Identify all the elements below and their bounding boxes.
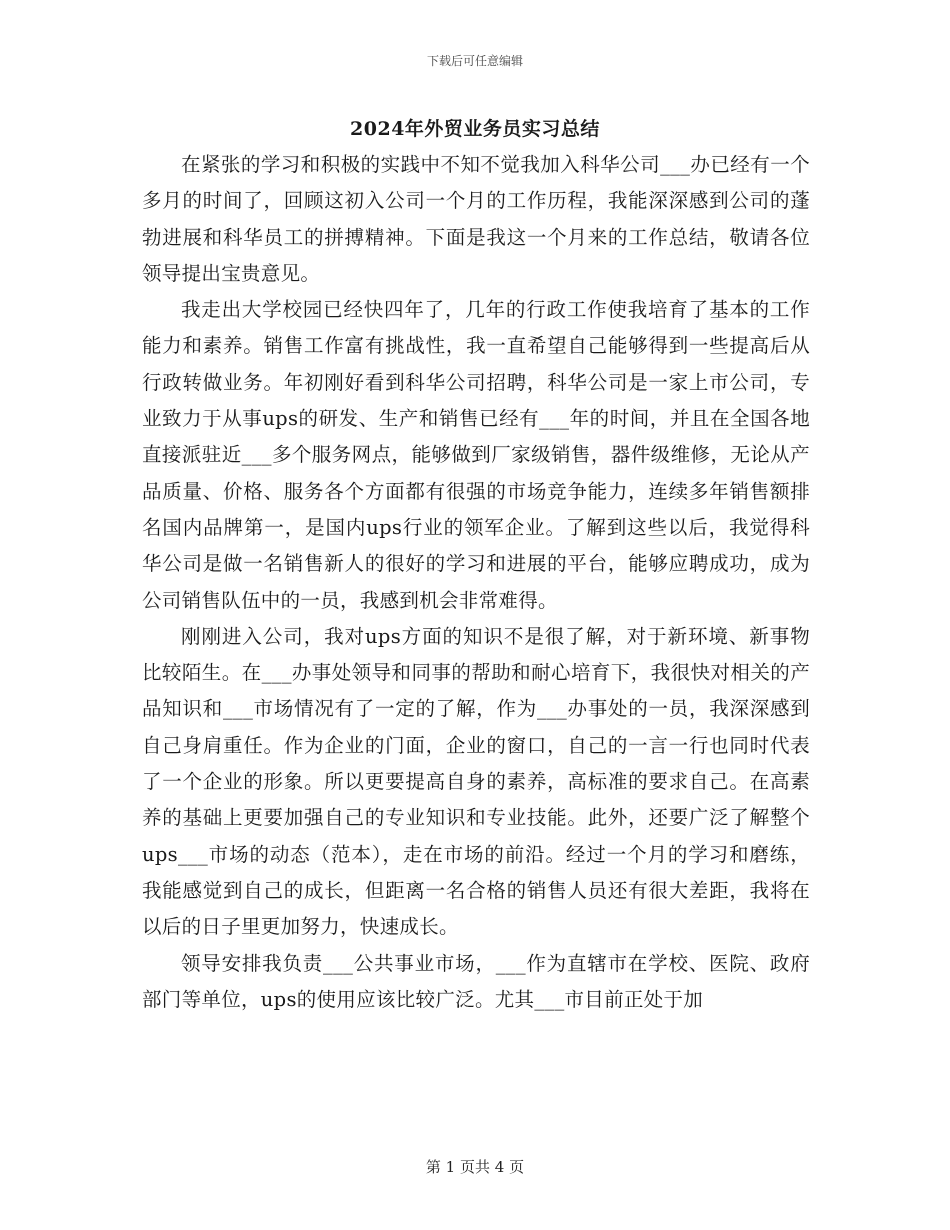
header-note: 下载后可任意编辑 — [426, 54, 523, 68]
page-number: 第 1 页共 4 页 — [425, 1158, 525, 1176]
paragraph-background: 我走出大学校园已经快四年了，几年的行政工作使我培育了基本的工作能力和素养。销售工作富有挑战性，我一直希望自己能够得到一些提高后从行政转做业务。年初刚好看到科华公司招聘，科华公司是一家上市公司，专业致力于从事ups的研发、生产和销售已经有___年的时间，并且在全国各地直接派驻近___多个服务网点，能够做到厂家级销售，器件级维修，无论从产品质量、价格、服务各个方面都有很强的市场竞争能力，连续多年销售额排名国内品牌第一，是国内ups行业的领军企业。了解到这些以后，我觉得科华公司是做一名销售新人的很好的学习和进展的平台，能够应聘成功，成为公司销售队伍中的一员，我感到机会非常难得。 — [142, 298, 810, 612]
paragraph-intro: 在紧张的学习和积极的实践中不知不觉我加入科华公司___办已经有一个多月的时间了，回顾这初入公司一个月的工作历程，我能深深感到公司的蓬勃进展和科华员工的拼搏精神。下面是我这一个月来的工作总结，敬请各位领导提出宝贵意见。 — [142, 153, 810, 285]
paragraph-assignment: 领导安排我负责___公共事业市场，___作为直辖市在学校、医院、政府部门等单位，ups的使用应该比较广泛。尤其___市目前正处于加 — [142, 951, 810, 1011]
document-body — [142, 147, 810, 1018]
page-title: 2024年外贸业务员实习总结 — [350, 118, 600, 140]
paragraph-learning: 刚刚进入公司，我对ups方面的知识不是很了解，对于新环境、新事物比较陌生。在___办事处领导和同事的帮助和耐心培育下，我很快对相关的产品知识和___市场情况有了一定的了解，作为___办事处的一员，我深深感到自己身肩重任。作为企业的门面，企业的窗口，自己的一言一行也同时代表了一个企业的形象。所以更要提高自身的素养，高标准的要求自己。在高素养的基础上更要加强自己的专业知识和专业技能。此外，还要广泛了解整个ups___市场的动态（范本），走在市场的前沿。经过一个月的学习和磨练，我能感觉到自己的成长，但距离一名合格的销售人员还有很大差距，我将在以后的日子里更加努力，快速成长。 — [142, 624, 810, 939]
